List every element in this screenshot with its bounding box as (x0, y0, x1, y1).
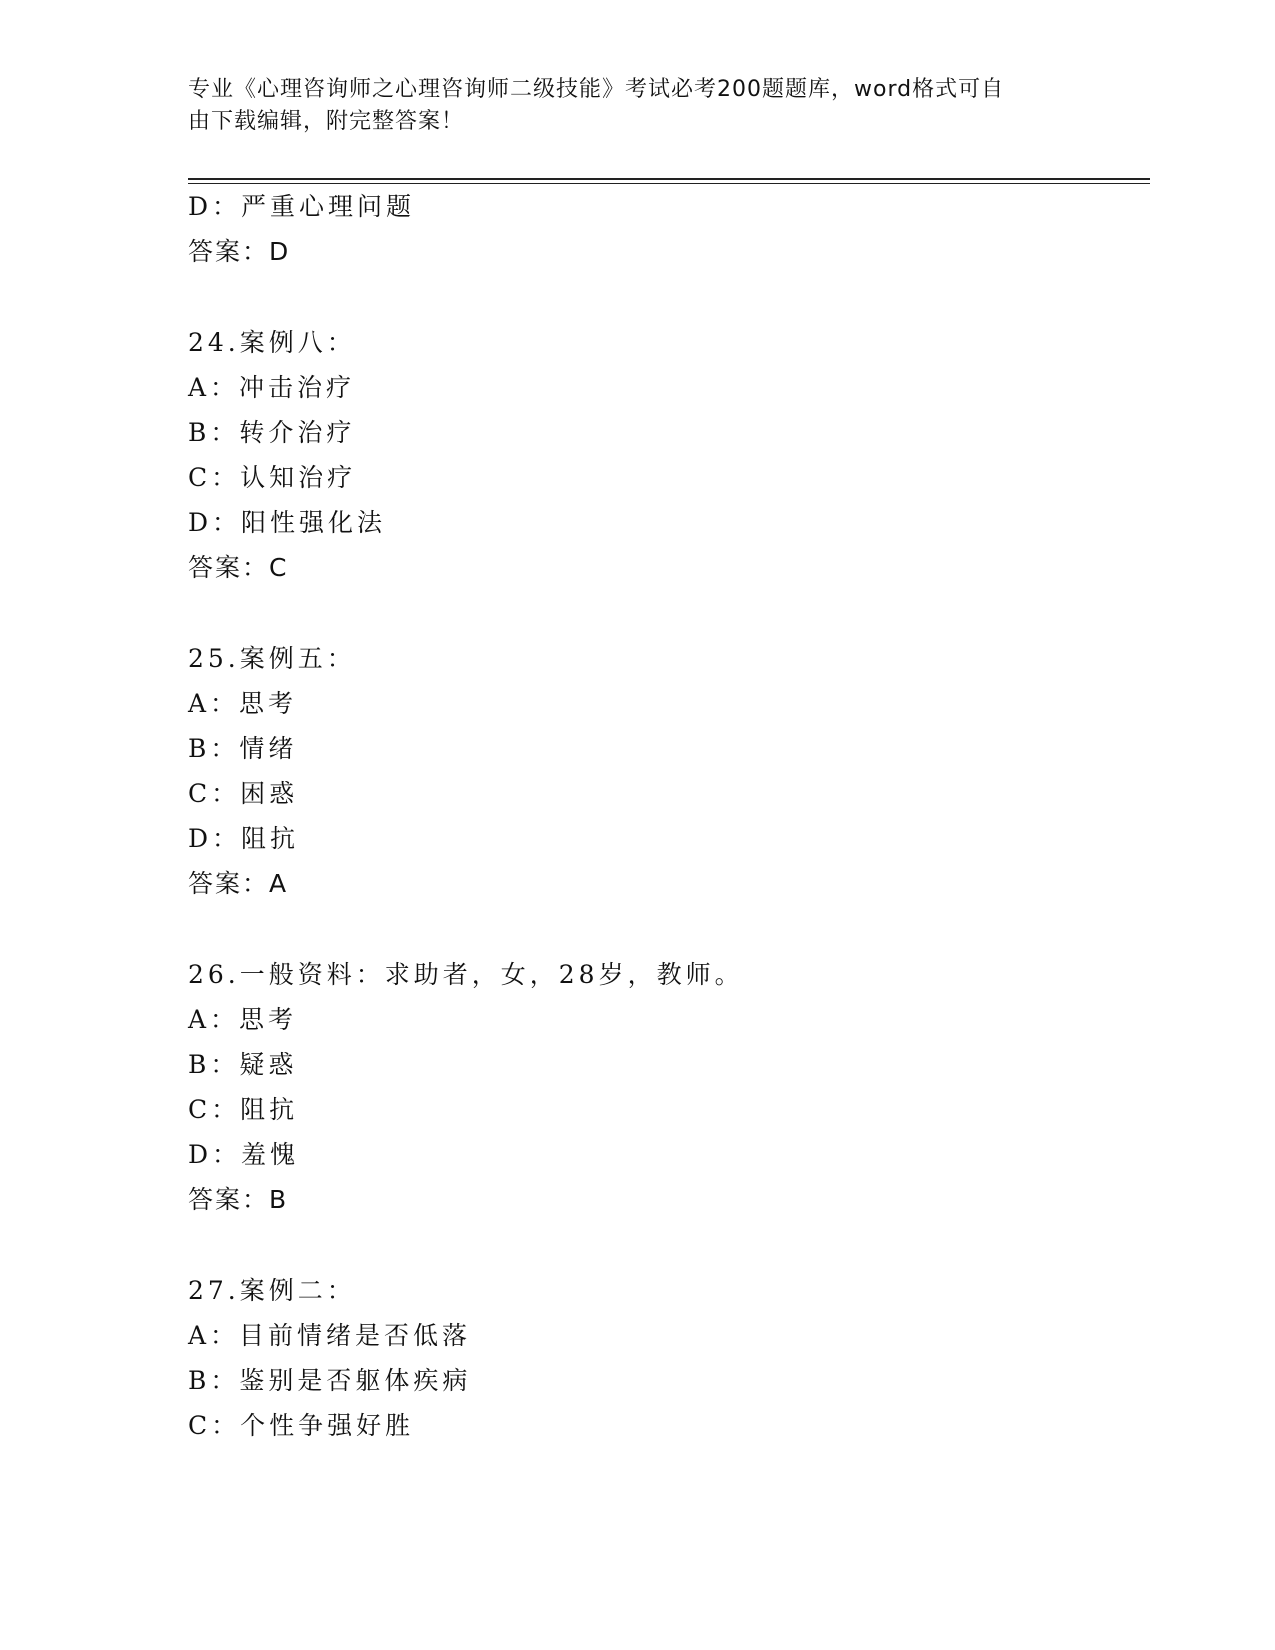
header-divider-thick (188, 178, 1150, 180)
header-divider-thin (188, 183, 1150, 184)
answer-line: 答案：D (188, 237, 291, 266)
question-stem: 27.案例二： (188, 1276, 356, 1305)
document-header (188, 74, 1068, 138)
header-line-2: 由下载编辑，附完整答案！ (188, 109, 465, 134)
option-b: B：疑惑 (188, 1050, 298, 1079)
option-d: D：严重心理问题 (188, 192, 416, 221)
option-b: B：鉴别是否躯体疾病 (188, 1366, 472, 1395)
question-stem: 25.案例五： (188, 644, 356, 673)
question-stem: 24.案例八： (188, 328, 356, 357)
option-c: C：个性争强好胜 (188, 1411, 415, 1440)
option-b: B：情绪 (188, 734, 298, 763)
option-c: C：困惑 (188, 779, 299, 808)
option-d: D：阻抗 (188, 824, 300, 853)
answer-line: 答案：B (188, 1185, 289, 1214)
option-d: D：羞愧 (188, 1140, 300, 1169)
option-a: A：目前情绪是否低落 (188, 1321, 472, 1350)
option-a: A：冲击治疗 (188, 373, 356, 402)
question-stem: 26.一般资料：求助者，女，28岁，教师。 (188, 960, 744, 989)
option-a: A：思考 (188, 1005, 298, 1034)
header-line-1: 专业《心理咨询师之心理咨询师二级技能》考试必考200题题库，word格式可自 (188, 77, 1005, 102)
answer-line: 答案：C (188, 553, 289, 582)
option-c: C：阻抗 (188, 1095, 299, 1124)
answer-line: 答案：A (188, 869, 289, 898)
option-d: D：阳性强化法 (188, 508, 387, 537)
option-b: B：转介治疗 (188, 418, 356, 447)
option-c: C：认知治疗 (188, 463, 357, 492)
option-a: A：思考 (188, 689, 298, 718)
